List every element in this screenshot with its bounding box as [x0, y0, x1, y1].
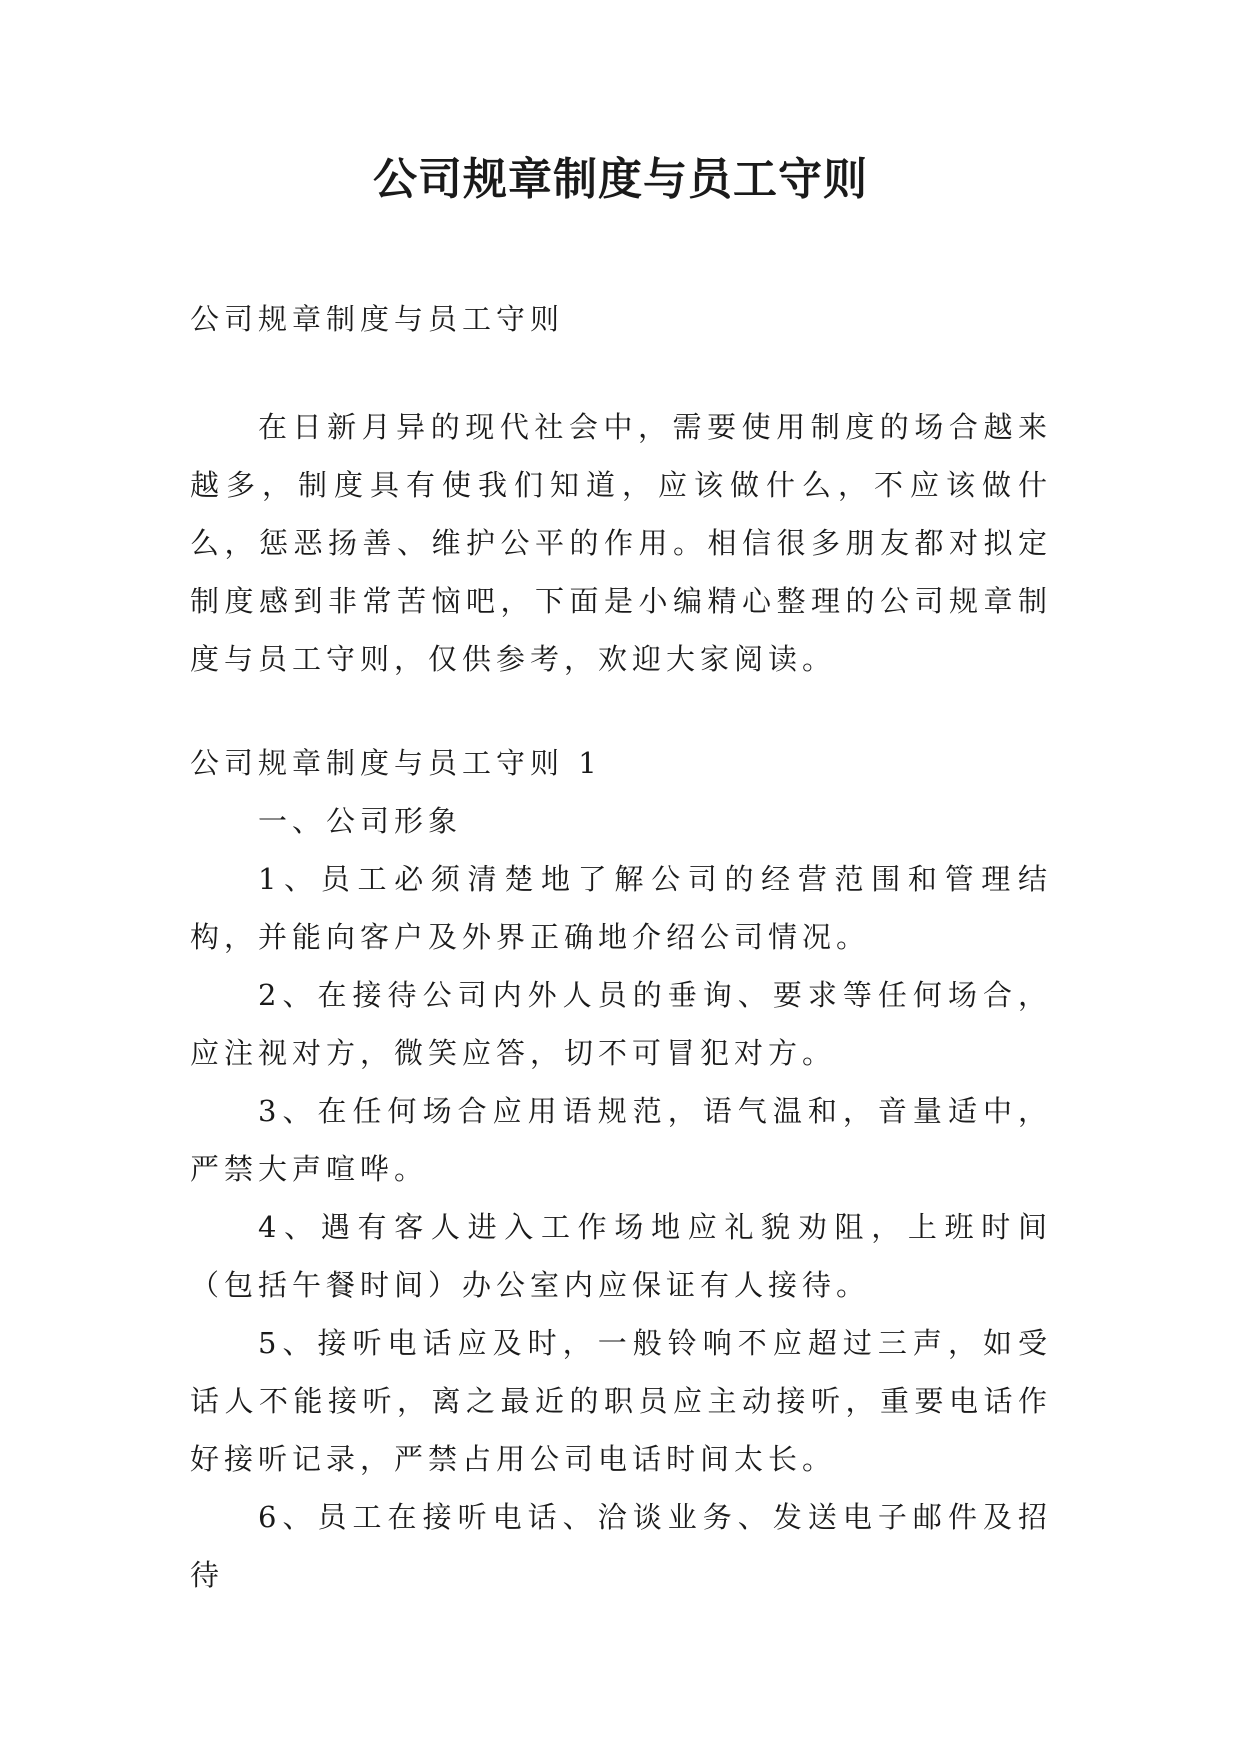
document-title: 公司规章制度与员工守则: [373, 154, 868, 205]
rule-item-3: 3、在任何场合应用语规范，语气温和，音量适中，严禁大声喧哗。: [190, 1094, 1052, 1186]
document-subtitle: 公司规章制度与员工守则: [190, 302, 565, 336]
rule-item-6: 6、员工在接听电话、洽谈业务、发送电子邮件及招待: [190, 1500, 1052, 1592]
rule-item-5: 5、接听电话应及时，一般铃响不应超过三声，如受话人不能接听，离之最近的职员应主动接听，重要电话作好接听记录，严禁占用公司电话时间太长。: [190, 1326, 1052, 1476]
document-body: [190, 290, 1052, 1604]
part-heading: 一、公司形象: [258, 804, 463, 838]
rule-item-4: 4、遇有客人进入工作场地应礼貌劝阻，上班时间（包括午餐时间）办公室内应保证有人接待。: [190, 1210, 1052, 1302]
intro-paragraph: 在日新月异的现代社会中，需要使用制度的场合越来越多，制度具有使我们知道，应该做什么，不应该做什么，惩恶扬善、维护公平的作用。相信很多朋友都对拟定制度感到非常苦恼吧，下面是小编精心整理的公司规章制度与员工守则，仅供参考，欢迎大家阅读。: [190, 410, 1052, 676]
rule-item-2: 2、在接待公司内外人员的垂询、要求等任何场合，应注视对方，微笑应答，切不可冒犯对方。: [190, 978, 1052, 1070]
rule-item-1: 1、员工必须清楚地了解公司的经营范围和管理结构，并能向客户及外界正确地介绍公司情况。: [190, 862, 1052, 954]
section-heading: 公司规章制度与员工守则 1: [190, 746, 602, 780]
